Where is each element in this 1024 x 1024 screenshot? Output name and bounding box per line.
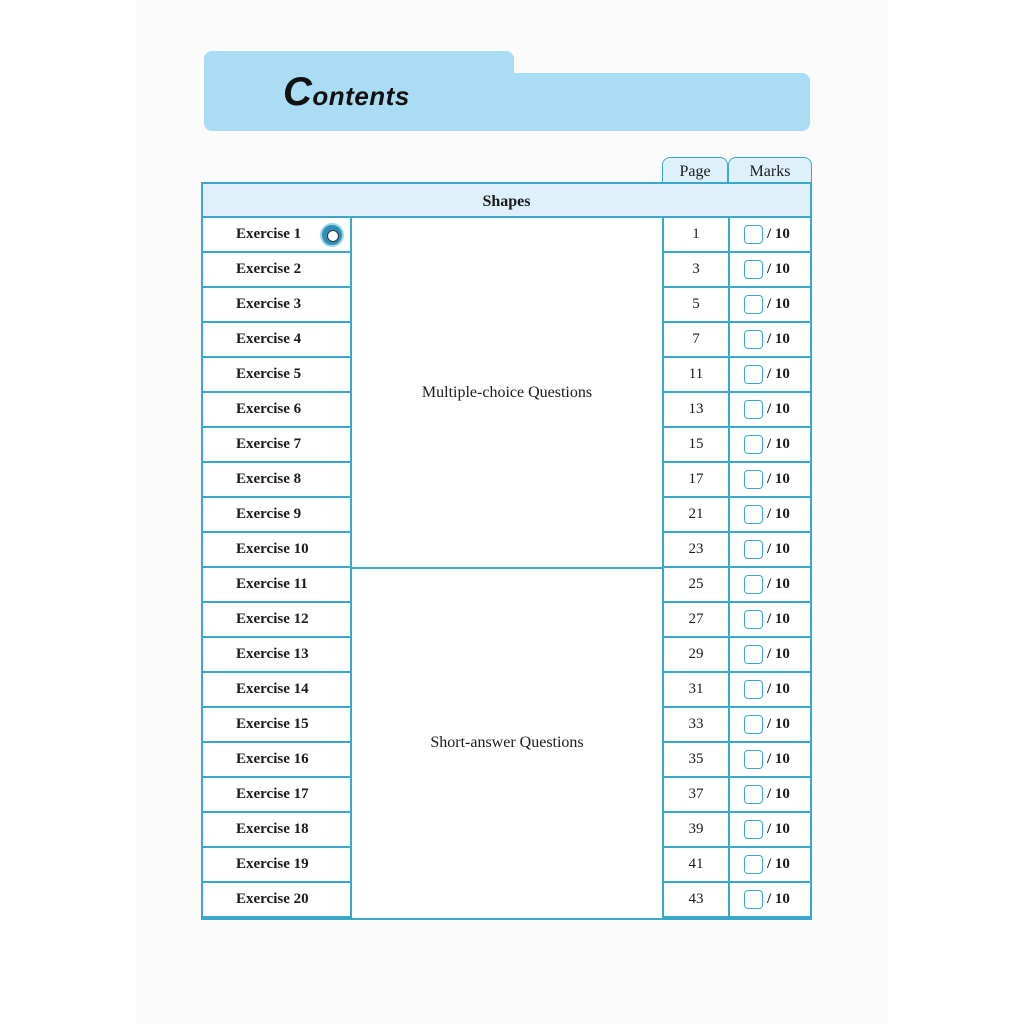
table-row bbox=[201, 288, 812, 323]
table-row bbox=[201, 603, 812, 638]
table-row bbox=[201, 253, 812, 288]
exercise-name[interactable] bbox=[201, 638, 351, 673]
marks-cell bbox=[729, 218, 812, 253]
marks-input-box[interactable] bbox=[744, 225, 763, 244]
exercise-name-text: Exercise 4 bbox=[236, 331, 302, 347]
exercise-name-text: Exercise 9 bbox=[236, 506, 302, 522]
marks-input-box[interactable] bbox=[744, 470, 763, 489]
marks-cell bbox=[729, 848, 812, 883]
marks-cell bbox=[729, 708, 812, 743]
page-number: 37 bbox=[663, 778, 729, 813]
marks-cell bbox=[729, 638, 812, 673]
group-divider bbox=[352, 567, 662, 569]
divider-marks-column bbox=[728, 218, 730, 920]
title-banner-notch bbox=[496, 51, 514, 75]
page-number: 31 bbox=[663, 673, 729, 708]
marks-input-box[interactable] bbox=[744, 890, 763, 909]
exercise-name[interactable] bbox=[201, 323, 351, 358]
marks-input-box[interactable] bbox=[744, 400, 763, 419]
page-number: 3 bbox=[663, 253, 729, 288]
marks-total: / 10 bbox=[767, 541, 790, 557]
page-number: 29 bbox=[663, 638, 729, 673]
marks-cell bbox=[729, 533, 812, 568]
exercise-name[interactable] bbox=[201, 498, 351, 533]
marks-cell bbox=[729, 673, 812, 708]
page-number: 7 bbox=[663, 323, 729, 358]
marks-total: / 10 bbox=[767, 821, 790, 837]
marks-input-box[interactable] bbox=[744, 715, 763, 734]
exercise-name-text: Exercise 13 bbox=[236, 646, 309, 662]
marks-cell bbox=[729, 358, 812, 393]
marks-input-box[interactable] bbox=[744, 435, 763, 454]
workbook-badge-icon bbox=[320, 223, 344, 247]
exercise-name-text: Exercise 2 bbox=[236, 261, 302, 277]
marks-column-header: Marks bbox=[728, 157, 812, 183]
marks-input-box[interactable] bbox=[744, 750, 763, 769]
page-number: 5 bbox=[663, 288, 729, 323]
marks-total: / 10 bbox=[767, 366, 790, 382]
section-heading: Shapes bbox=[201, 182, 812, 218]
exercise-name[interactable] bbox=[201, 883, 351, 918]
marks-total: / 10 bbox=[767, 296, 790, 312]
page-column-header: Page bbox=[662, 157, 728, 183]
exercise-name-text: Exercise 18 bbox=[236, 821, 309, 837]
marks-total: / 10 bbox=[767, 331, 790, 347]
exercise-name[interactable] bbox=[201, 603, 351, 638]
marks-total: / 10 bbox=[767, 576, 790, 592]
marks-cell bbox=[729, 463, 812, 498]
page-number: 33 bbox=[663, 708, 729, 743]
marks-input-box[interactable] bbox=[744, 820, 763, 839]
table-row bbox=[201, 813, 812, 848]
marks-input-box[interactable] bbox=[744, 260, 763, 279]
exercise-name-text: Exercise 16 bbox=[236, 751, 309, 767]
exercise-name[interactable] bbox=[201, 813, 351, 848]
exercise-name[interactable] bbox=[201, 708, 351, 743]
page-number: 17 bbox=[663, 463, 729, 498]
exercise-name[interactable] bbox=[201, 358, 351, 393]
marks-input-box[interactable] bbox=[744, 295, 763, 314]
marks-input-box[interactable] bbox=[744, 505, 763, 524]
marks-input-box[interactable] bbox=[744, 855, 763, 874]
page-number: 1 bbox=[663, 218, 729, 253]
marks-input-box[interactable] bbox=[744, 575, 763, 594]
page-number: 27 bbox=[663, 603, 729, 638]
table-row bbox=[201, 463, 812, 498]
marks-cell bbox=[729, 393, 812, 428]
page-number: 13 bbox=[663, 393, 729, 428]
marks-total: / 10 bbox=[767, 681, 790, 697]
exercise-name[interactable] bbox=[201, 463, 351, 498]
exercise-name[interactable] bbox=[201, 218, 351, 253]
marks-total: / 10 bbox=[767, 891, 790, 907]
marks-total: / 10 bbox=[767, 646, 790, 662]
marks-cell bbox=[729, 253, 812, 288]
marks-cell bbox=[729, 568, 812, 603]
exercise-name-text: Exercise 17 bbox=[236, 786, 309, 802]
marks-total: / 10 bbox=[767, 611, 790, 627]
marks-total: / 10 bbox=[767, 751, 790, 767]
exercise-name[interactable] bbox=[201, 743, 351, 778]
exercise-name-text: Exercise 20 bbox=[236, 891, 309, 907]
group-label-multiple-choice: Multiple-choice Questions bbox=[421, 384, 593, 401]
page-number: 23 bbox=[663, 533, 729, 568]
marks-cell bbox=[729, 428, 812, 463]
page-number: 43 bbox=[663, 883, 729, 918]
table-row bbox=[201, 673, 812, 708]
exercise-name[interactable] bbox=[201, 533, 351, 568]
exercise-name-text: Exercise 19 bbox=[236, 856, 309, 872]
exercise-name-text: Exercise 11 bbox=[236, 576, 308, 592]
exercise-name[interactable] bbox=[201, 778, 351, 813]
exercise-name-text: Exercise 1 bbox=[236, 226, 302, 242]
group-label-short-answer: Short-answer Questions bbox=[430, 734, 584, 751]
exercise-name-text: Exercise 8 bbox=[236, 471, 302, 487]
marks-cell bbox=[729, 603, 812, 638]
table-row bbox=[201, 848, 812, 883]
marks-total: / 10 bbox=[767, 226, 790, 242]
exercise-name-text: Exercise 15 bbox=[236, 716, 309, 732]
exercise-name[interactable] bbox=[201, 288, 351, 323]
marks-total: / 10 bbox=[767, 716, 790, 732]
exercise-name-text: Exercise 14 bbox=[236, 681, 309, 697]
page-number: 39 bbox=[663, 813, 729, 848]
table-row bbox=[201, 533, 812, 568]
marks-cell bbox=[729, 883, 812, 918]
marks-input-box[interactable] bbox=[744, 645, 763, 664]
marks-total: / 10 bbox=[767, 471, 790, 487]
page-number: 21 bbox=[663, 498, 729, 533]
exercise-name-text: Exercise 12 bbox=[236, 611, 309, 627]
exercise-name-text: Exercise 3 bbox=[236, 296, 302, 312]
marks-input-box[interactable] bbox=[744, 330, 763, 349]
page-number: 15 bbox=[663, 428, 729, 463]
page-title: Contents bbox=[283, 70, 410, 114]
marks-total: / 10 bbox=[767, 436, 790, 452]
marks-total: / 10 bbox=[767, 786, 790, 802]
marks-total: / 10 bbox=[767, 261, 790, 277]
marks-total: / 10 bbox=[767, 506, 790, 522]
marks-cell bbox=[729, 288, 812, 323]
table-row bbox=[201, 323, 812, 358]
marks-cell bbox=[729, 323, 812, 358]
marks-cell bbox=[729, 498, 812, 533]
marks-input-box[interactable] bbox=[744, 610, 763, 629]
table-row bbox=[201, 428, 812, 463]
exercise-name-text: Exercise 6 bbox=[236, 401, 302, 417]
table-row bbox=[201, 778, 812, 813]
exercise-name[interactable] bbox=[201, 253, 351, 288]
marks-input-box[interactable] bbox=[744, 680, 763, 699]
table-row bbox=[201, 883, 812, 918]
exercise-name[interactable] bbox=[201, 673, 351, 708]
marks-cell bbox=[729, 743, 812, 778]
exercise-name[interactable] bbox=[201, 568, 351, 603]
page-number: 41 bbox=[663, 848, 729, 883]
table-row bbox=[201, 498, 812, 533]
marks-total: / 10 bbox=[767, 401, 790, 417]
marks-total: / 10 bbox=[767, 856, 790, 872]
page-number: 35 bbox=[663, 743, 729, 778]
exercise-name-text: Exercise 10 bbox=[236, 541, 309, 557]
exercise-name[interactable] bbox=[201, 393, 351, 428]
marks-cell bbox=[729, 778, 812, 813]
exercise-name[interactable] bbox=[201, 428, 351, 463]
exercise-name-text: Exercise 7 bbox=[236, 436, 302, 452]
exercise-name[interactable] bbox=[201, 848, 351, 883]
table-row bbox=[201, 218, 812, 253]
marks-input-box[interactable] bbox=[744, 540, 763, 559]
page-number: 11 bbox=[663, 358, 729, 393]
marks-input-box[interactable] bbox=[744, 365, 763, 384]
divider-exercise-column bbox=[350, 218, 352, 920]
exercise-name-text: Exercise 5 bbox=[236, 366, 302, 382]
table-row bbox=[201, 638, 812, 673]
marks-input-box[interactable] bbox=[744, 785, 763, 804]
marks-cell bbox=[729, 813, 812, 848]
page-number: 25 bbox=[663, 568, 729, 603]
divider-page-column bbox=[662, 218, 664, 920]
table-row bbox=[201, 568, 812, 603]
